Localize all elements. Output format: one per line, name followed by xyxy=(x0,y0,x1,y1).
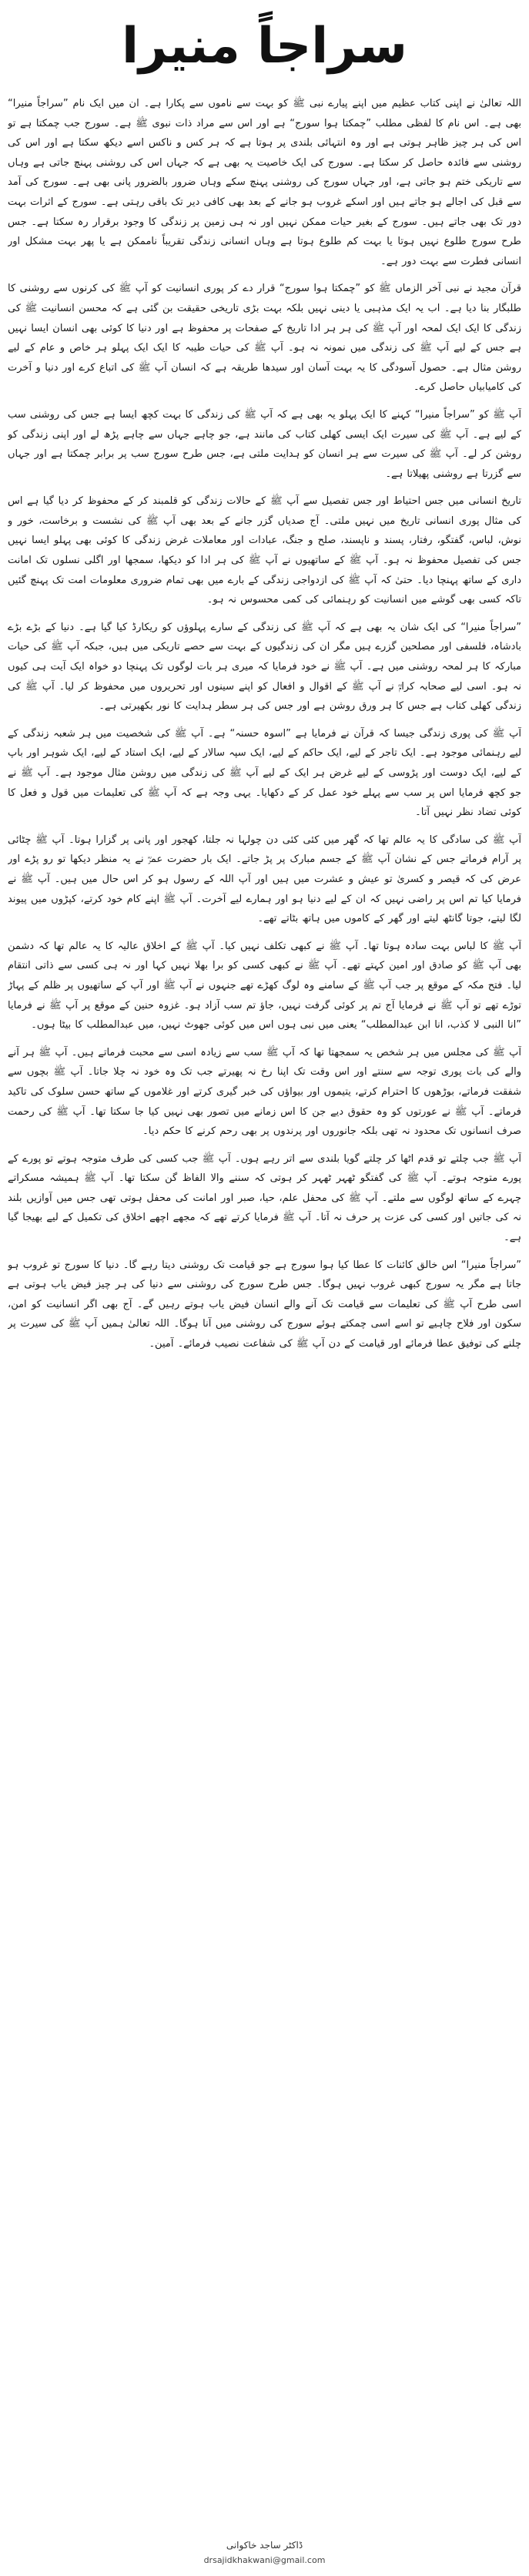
article-paragraph: آپ ﷺ کو ”سراجاً منیرا“ کہنے کا ایک پہلو یہ بھی ہے کہ آپ ﷺ کی زندگی کا بہت کچھ ایسا ہے جس کی روشنی سب کے لیے ہے۔ آپ ﷺ کی سیرت ایک ایسی کھلی کتاب کی مانند ہے، جو چاہے جہاں سے چاہے پڑھ لے اور اپنی زندگی کو روشن کر لے۔ آپ ﷺ کی سیرت سے ہر انسان کو ہدایت ملتی ہے، جس طرح سورج سب پر برابر چمکتا ہے اور جہاں سے گزرتا ہے روشنی پھیلاتا ہے۔ xyxy=(8,408,521,480)
article-paragraph: آپ ﷺ کا لباس بہت سادہ ہوتا تھا۔ آپ ﷺ نے کبھی تکلف نہیں کیا۔ آپ ﷺ کے اخلاق عالیہ کا یہ عالم تھا کہ دشمن بھی آپ ﷺ کو صادق اور امین کہتے تھے۔ آپ ﷺ نے کبھی کسی کو برا بھلا نہیں کہا اور نہ ہی کسی سے ذاتی انتقام لیا۔ فتح مکہ کے موقع پر جب آپ ﷺ کے سامنے وہ لوگ کھڑے تھے جنہوں نے آپ ﷺ اور آپ کے ساتھیوں پر ظلم کے پہاڑ توڑے تھے تو آپ ﷺ نے فرمایا آج تم پر کوئی گرفت نہیں، جاؤ تم سب آزاد ہو۔ غزوہ حنین کے موقع پر آپ ﷺ نے فرمایا ”انا النبی لا کذب، انا ابن عبدالمطلب“ یعنی میں نبی ہوں اس میں کوئی جھوٹ نہیں، میں عبدالمطلب کا بیٹا ہوں۔ xyxy=(8,940,521,1031)
author-email: drsajidkhakwani@gmail.com xyxy=(203,2555,326,2565)
article-paragraph: آپ ﷺ کی مجلس میں ہر شخص یہ سمجھتا تھا کہ آپ ﷺ سب سے زیادہ اسی سے محبت فرماتے ہیں۔ آپ ﷺ ہر آنے والے کی بات پوری توجہ سے سنتے اور اس وقت تک اپنا رخ نہ پھیرتے جب تک وہ خود نہ چلا جاتا۔ آپ ﷺ بچوں سے شفقت فرماتے، بوڑھوں کا احترام کرتے، یتیموں اور بیواؤں کی خبر گیری کرتے اور غلاموں کے ساتھ حسن سلوک کی تاکید فرماتے۔ آپ ﷺ نے عورتوں کو وہ حقوق دیے جن کا اس زمانے میں تصور بھی نہیں کیا جا سکتا تھا۔ آپ ﷺ کی رحمت صرف انسانوں تک محدود نہ تھی بلکہ جانوروں اور پرندوں پر بھی رحم کرنے کا حکم دیا۔ xyxy=(8,1046,521,1138)
author-signature: ڈاکٹر ساجد خاکوانی xyxy=(226,2540,303,2551)
article-paragraph: ”سراجاً منیرا“ اس خالق کائنات کا عطا کیا ہوا سورج ہے جو قیامت تک روشنی دیتا رہے گا۔ دنیا کا سورج تو غروب ہو جاتا ہے مگر یہ سورج کبھی غروب نہیں ہوگا۔ جس طرح سورج کی روشنی سے دنیا کی ہر چیز فیض یاب ہوتی ہے اسی طرح آپ ﷺ کی تعلیمات سے قیامت تک آنے والے انسان فیض یاب ہوتے رہیں گے۔ آج بھی اگر انسانیت کو امن، سکون اور فلاح چاہیے تو اسے اسی چمکتے ہوئے سورج کی روشنی میں آنا ہوگا۔ اللہ تعالیٰ ہمیں آپ ﷺ کی سیرت پر چلنے کی توفیق عطا فرمائے اور قیامت کے دن آپ ﷺ کی شفاعت نصیب فرمائے۔ آمین۔ xyxy=(8,1259,521,1350)
article-paragraph: آپ ﷺ کی پوری زندگی جیسا کہ قرآن نے فرمایا ہے ”اسوہ حسنہ“ ہے۔ آپ ﷺ کی شخصیت میں ہر شعبہ زندگی کے لیے رہنمائی موجود ہے۔ ایک تاجر کے لیے، ایک حاکم کے لیے، ایک سپہ سالار کے لیے، ایک استاد کے لیے، ایک شوہر اور باپ کے لیے، ایک دوست اور پڑوسی کے لیے غرض ہر ایک کے لیے آپ ﷺ کی زندگی میں روشن مثال موجود ہے۔ آپ ﷺ نے جو کچھ فرمایا اس پر سب سے پہلے خود عمل کر کے دکھایا۔ یہی وجہ ہے کہ آپ ﷺ کی تعلیمات میں قول و فعل کا کوئی تضاد نظر نہیں آتا۔ xyxy=(8,727,521,819)
article-paragraph: قرآن مجید نے نبی آخر الزماں ﷺ کو ”چمکتا ہوا سورج“ قرار دے کر پوری انسانیت کو آپ ﷺ کی کرنوں سے روشنی کا طلبگار بنا دیا ہے۔ اب یہ ایک مذہبی یا دینی نہیں بلکہ بہت بڑی تاریخی حقیقت بن گئی ہے کہ محسن انسانیت ﷺ کی زندگی کا ایک ایک لمحہ اور آپ ﷺ کی ہر ہر ادا تاریخ کے صفحات پر محفوظ ہے اور دنیا کا کوئی بھی انسان ایسا نہیں ہے جس کے لیے آپ ﷺ کی زندگی میں نمونہ نہ ہو۔ آپ ﷺ کی حیات طیبہ کا ایک ایک پہلو ہر خاص و عام کے لیے روشن مثال ہے۔ حصول آسودگی کا یہ بہت آسان اور سیدھا طریقہ ہے کہ انسان آپ ﷺ کی اتباع کرے اور دنیا و آخرت کی کامیابیاں حاصل کرے۔ xyxy=(8,283,521,394)
page-title: سراجاً منیرا xyxy=(122,18,407,75)
article-paragraph: ”سراجاً منیرا“ کی ایک شان یہ بھی ہے کہ آپ ﷺ کی زندگی کے سارے پہلوؤں کو ریکارڈ کیا گیا ہے۔ دنیا کے بڑے بڑے بادشاہ، فلسفی اور مصلحین گزرے ہیں مگر ان کی زندگیوں کے بہت سے حصے تاریکی میں ہیں، جبکہ آپ ﷺ کی حیات مبارکہ کا ہر لمحہ روشنی میں ہے۔ آپ ﷺ نے خود فرمایا کہ میری ہر بات لوگوں تک پہنچا دو خواہ ایک آیت ہی کیوں نہ ہو۔ اسی لیے صحابہ کرامؓ نے آپ ﷺ کے اقوال و افعال کو اپنے سینوں اور تحریروں میں محفوظ کر لیا۔ آپ ﷺ کی زندگی کھلی کتاب ہے جس کا ہر ورق روشن ہے اور جس کی ہر سطر ہدایت کا نور بکھیرتی ہے۔ xyxy=(8,621,521,713)
article-body xyxy=(8,94,521,2496)
article-paragraph: تاریخ انسانی میں جس احتیاط اور جس تفصیل سے آپ ﷺ کے حالات زندگی کو قلمبند کر کے محفوظ کر دیا گیا ہے اس کی مثال پوری انسانی تاریخ میں نہیں ملتی۔ آج صدیاں گزر جانے کے بعد بھی آپ ﷺ کی نشست و برخاست، خور و نوش، لباس، گفتگو، رفتار، پسند و ناپسند، صلح و جنگ، عبادات اور معاملات غرض زندگی کا کوئی بھی پہلو ایسا نہیں جس کی تفصیل محفوظ نہ ہو۔ آپ ﷺ کے ساتھیوں نے آپ ﷺ کی ہر ادا کو دیکھا، سمجھا اور اگلی نسلوں تک امانت داری کے ساتھ پہنچا دیا۔ حتیٰ کہ آپ ﷺ کی ازدواجی زندگی کے بارے میں بھی تمام ضروری معلومات امت تک پہنچ گئیں تاکہ کسی بھی گوشے میں انسانیت کو رہنمائی کی کمی محسوس نہ ہو۔ xyxy=(8,495,521,606)
article-paragraph: آپ ﷺ کی سادگی کا یہ عالم تھا کہ گھر میں کئی کئی دن چولہا نہ جلتا، کھجور اور پانی پر گزارا ہوتا۔ آپ ﷺ چٹائی پر آرام فرماتے جس کے نشان آپ ﷺ کے جسم مبارک پر پڑ جاتے۔ ایک بار حضرت عمرؓ نے یہ منظر دیکھا تو رو پڑے اور عرض کی کہ قیصر و کسریٰ تو عیش و عشرت میں ہیں اور آپ اللہ کے رسول ہو کر اس حال میں ہیں۔ آپ ﷺ نے فرمایا کیا تم اس پر راضی نہیں کہ ان کے لیے دنیا ہو اور ہمارے لیے آخرت۔ آپ ﷺ اپنے کام خود کرتے، کپڑوں میں پیوند لگا لیتے، جوتا گانٹھ لیتے اور گھر کے کاموں میں ہاتھ بٹاتے تھے۔ xyxy=(8,834,521,925)
article-paragraph: آپ ﷺ جب چلتے تو قدم اٹھا کر چلتے گویا بلندی سے اتر رہے ہوں۔ آپ ﷺ جب کسی کی طرف متوجہ ہوتے تو پورے کے پورے متوجہ ہوتے۔ آپ ﷺ کی گفتگو ٹھہر ٹھہر کر ہوتی کہ سننے والا الفاظ گن سکتا تھا۔ آپ ﷺ ہمیشہ مسکراتے چہرے کے ساتھ لوگوں سے ملتے۔ آپ ﷺ کی محفل علم، حیا، صبر اور امانت کی محفل ہوتی تھی جس میں آوازیں بلند نہ کی جاتیں اور کسی کی عزت پر حرف نہ آتا۔ آپ ﷺ فرمایا کرتے تھے کہ مجھے اچھے اخلاق کی تکمیل کے لیے بھیجا گیا ہے۔ xyxy=(8,1152,521,1244)
article-paragraph: اللہ تعالیٰ نے اپنی کتاب عظیم میں اپنے پیارے نبی ﷺ کو بہت سے ناموں سے پکارا ہے۔ ان میں ایک نام ”سراجاً منیرا“ بھی ہے۔ اس نام کا لفظی مطلب ”چمکتا ہوا سورج“ ہے اور اس سے مراد ذات نبوی ﷺ ہے۔ سورج جب چمکتا ہے تو اس کی ہر چیز ظاہر ہوتی ہے اور وہ انتہائی بلندی پر ہوتا ہے کہ ہر کس و ناکس اسے دیکھ سکتا ہے اور اس کی روشنی سے فائدہ حاصل کر سکتا ہے۔ سورج کی ایک خاصیت یہ بھی ہے کہ جہاں اس کی روشنی پہنچ جاتی ہے وہاں سے تاریکی ختم ہو جاتی ہے، اور جہاں سورج کی روشنی پہنچ سکے وہاں ضرور بالضرور پانی بھی ہے۔ سورج کی آمد سے قبل کی اجالے ہو جاتے ہیں اور اسکے غروب ہو جانے کے بعد بھی کافی دیر تک باقی رہتی ہے۔ سورج کے اثرات بہت دور تک بھی جاتے ہیں۔ سورج کے بغیر حیات ممکن نہیں اور نہ ہی زمین پر زندگی کا وجود برقرار رہ سکتا ہے۔ جس طرح سورج طلوع نہیں ہوتا یا بہت کم طلوع ہوتا ہے وہاں انسانی زندگی تقریباً ناممکن ہے یا پھر بہت مشکل اور انسانی فطرت سے بہت دور ہے۔ xyxy=(8,98,521,267)
